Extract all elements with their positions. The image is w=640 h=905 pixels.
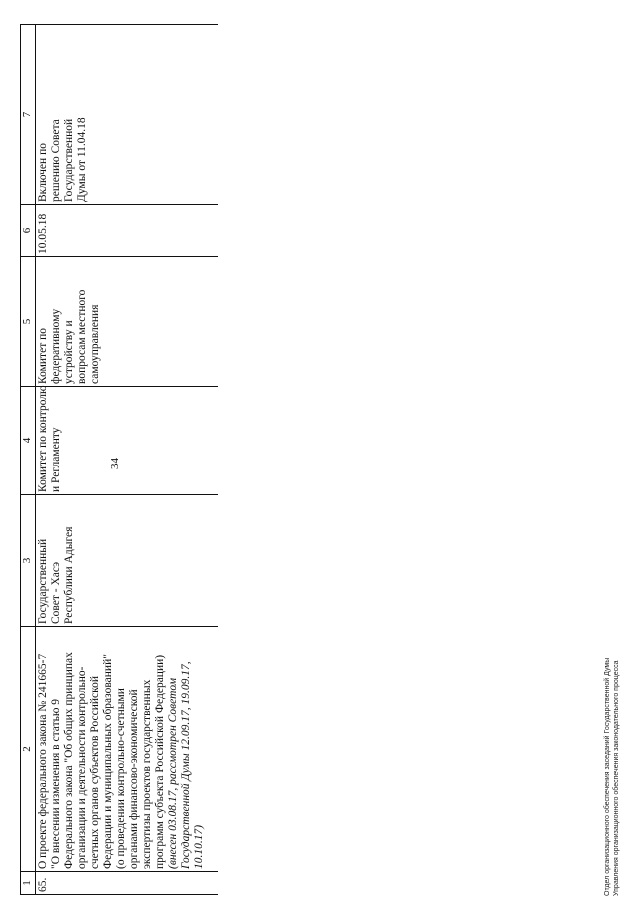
initiator-line: Государственный [37,538,49,624]
responsible-committee [36,387,219,495]
description-line: Федерального закона "Об общих принципах [63,652,75,869]
co-executor-line: федеративному [50,308,62,384]
status-line: решению Совета [50,119,62,202]
initiator-line: Республики Адыгея [63,526,75,624]
initiator [36,495,219,627]
column-number: 4 [21,387,36,495]
note-line: Государственной Думы 12.09.17, 19.09.17, [180,661,192,869]
committee-line: и Регламенту [50,427,62,492]
description-line: программ субъекта Российской Федерации) [154,654,166,869]
review-date: 10.05.18 [36,205,219,257]
footer-line: Отдел организационного обеспечения заседаний Государственной Думы [604,657,611,896]
status [36,25,219,205]
description-line: экспертизы проектов государственных [141,679,153,869]
co-executor-line: устройству и [63,320,75,384]
column-number: 6 [21,205,36,257]
column-number: 2 [21,627,36,872]
co-executor-line: вопросам местного [76,289,88,384]
description-line: Федерации и муниципальных образований" [102,654,114,869]
description-line: органами финансово-экономической [128,689,140,869]
schedule-table [20,24,218,895]
table-row [36,25,219,895]
initiator-line: Совет - Хасэ [50,561,62,624]
column-number: 1 [21,872,36,895]
description-line: О проекте федерального закона № 241665-7 [37,653,49,869]
status-line: Думы от 11.04.18 [76,117,88,202]
column-number: 7 [21,25,36,205]
bill-description [36,627,219,872]
row-number: 65. [36,872,219,895]
footer-line: Управления организационного обеспечения законодательного процесса [613,660,620,896]
co-executor-committee [36,257,219,387]
description-line: "О внесении изменения в статью 9 [50,698,62,869]
column-number: 3 [21,495,36,627]
column-number-row [21,25,36,895]
note-line: (внесен 03.08.17, рассмотрен Советом [167,677,179,869]
description-line: (о проведении контрольно-счетными [115,688,127,869]
co-executor-line: Комитет по [37,328,49,384]
column-number: 5 [21,257,36,387]
co-executor-line: самоуправления [89,304,101,384]
page-number: 34 [109,458,121,469]
status-line: Государственной [63,118,75,202]
status-line: Включен по [37,143,49,202]
description-line: организации и деятельности контрольно- [76,666,88,869]
committee-line: Комитет по контролю [37,385,49,492]
note-line: 10.10.17) [193,824,205,869]
description-line: счетных органов субъектов Российской [89,675,101,869]
footer-note [603,658,621,896]
